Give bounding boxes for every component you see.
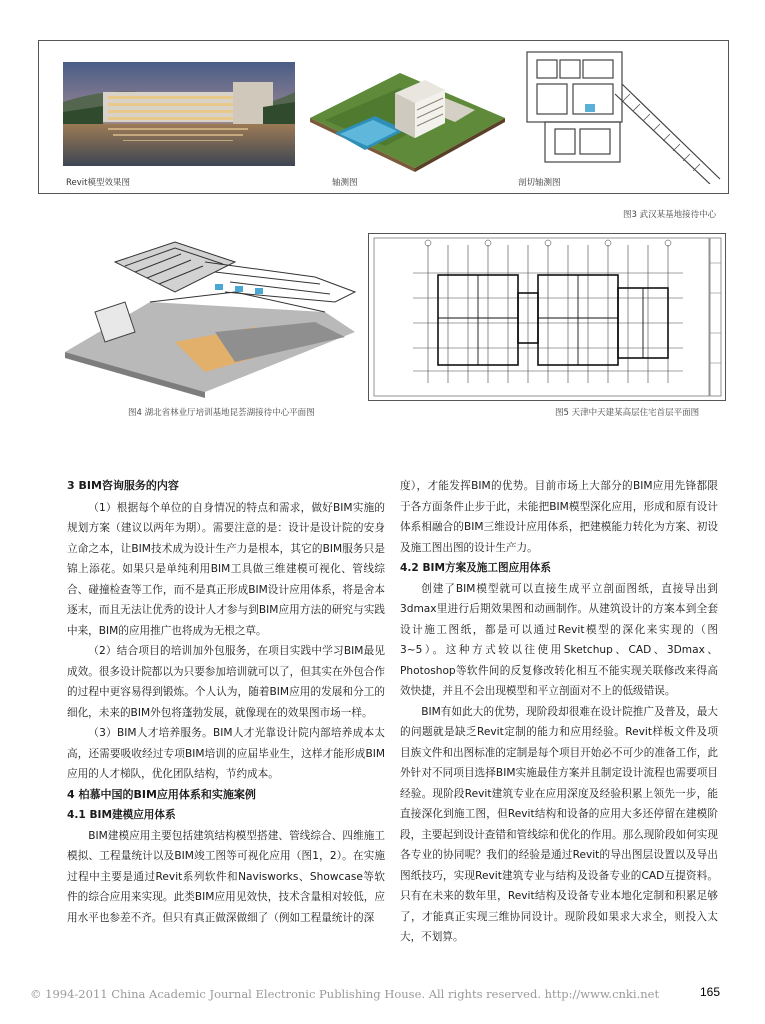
paragraph: BIM建模应用主要包括建筑结构模型搭建、管线综合、四维施工模拟、工程量统计以及BIM竣工图等可视化应用（图1，2）。在实施过程中主要是通过Revit系列软件和Navisworks、Showcase等软件的综合应用来实现。此类BIM应用见效快，技术含量相对较低，应用水平也参差不齐。但只有真正做深做细了（例如工程量统计的深	[67, 829, 385, 924]
paragraph: （3）BIM人才培养服务。BIM人才光靠设计院内部培养成本太高，还需要吸收经过专项BIM培训的应届毕业生，这样才能形成BIM应用的人才梯队，优化团队结构，节约成本。	[67, 727, 385, 780]
figure-5-image	[368, 233, 726, 401]
left-column	[67, 476, 385, 928]
section-4-heading: 4 柏慕中国的BIM应用体系和实施案例	[67, 787, 256, 801]
figure-3-subcaption-rendering: Revit模型效果图	[66, 178, 130, 188]
paragraph: 度），才能发挥BIM的优势。目前市场上大部分的BIM应用先锋都限于各方面条件止步于此，未能把BIM模型深化应用，形成和原有设计体系相融合的BIM三维设计应用体系，把建模能力转化为方案、初设及施工图出图的设计生产力。	[400, 480, 718, 554]
copyright-footer: © 1994-2011 China Academic Journal Electronic Publishing House. All rights reserved. http://www.cnki.net	[30, 987, 660, 1001]
figure-5-caption: 图5 天津中天建某高层住宅首层平面图	[555, 408, 700, 418]
section-4-2-heading: 4.2 BIM方案及施工图应用体系	[400, 562, 551, 574]
right-column	[400, 476, 718, 948]
paragraph: （1）根据每个单位的自身情况的特点和需求，做好BIM实施的规划方案（建议以两年为期）。需要注意的是：设计是设计院的安身立命之本，让BIM技术成为设计生产力是根本，其它的BIM服务只是锦上添花。如果只是单纯利用BIM工具做三维建模可视化、管线综合、碰撞检查等工作，而不是真正形成BIM设计应用体系，将是舍本逐末，而且无法让优秀的设计人才参与到BIM应用方法的研究与实践中来，BIM的应用推广也将成为无根之草。	[67, 501, 385, 637]
figure-3-subcaption-section: 剖切轴测图	[518, 178, 561, 188]
paragraph: BIM有如此大的优势，现阶段却很难在设计院推广及普及，最大的问题就是缺乏Revit定制的能力和应用经验。Revit样板文件及项目族文件和出图标准的定制是每个项目开始必不可少的准备工作，此外针对不同项目选择BIM实施最佳方案并且制定设计流程也需要项目经验。现阶段Revit建筑专业在应用深度及经验积累上领先一步，能直接深化到施工图，但Revit结构和设备的应用大多还停留在建模阶段，主要起到设计查错和管线综和优化的作用。那么现阶段如何实现各专业的协同呢？我们的经验是通过Revit的导出图层设置以及导出图纸技巧，实现Revit建筑专业与结构及设备专业的CAD互提资料。只有在未来的数年里，Revit结构及设备专业本地化定制和积累足够了，才能真正实现三维协同设计。现阶段如果求大求全，则投入太大，不划算。	[400, 705, 718, 943]
paragraph: 创建了BIM模型就可以直接生成平立剖面图纸，直接导出到3dmax里进行后期效果图和动画制作。从建筑设计的方案本到全套设计施工图纸，都是可以通过Revit模型的深化来实现的（图3~5）。这种方式较以往使用Sketchup、CAD、3Dmax、Photoshop等软件间的反复修改转化相互不能实现关联修改来得高效快捷，并且不会出现模型和平立剖面对不上的低级错误。	[400, 582, 718, 697]
figure-3-axonometric-image	[305, 48, 510, 173]
section-4-1-heading: 4.1 BIM建模应用体系	[67, 809, 176, 821]
figure-3-rendering-image	[63, 62, 295, 166]
figure-3-caption: 图3 武汉某基地接待中心	[623, 210, 717, 220]
figure-4-image	[55, 232, 365, 402]
figure-3-subcaption-axonometric: 轴测图	[332, 178, 358, 188]
figure-3-section-plan-image	[515, 44, 725, 184]
figure-4-caption: 图4 湖北省林业厅培训基地昆荟湖接待中心平面图	[128, 408, 315, 418]
page-number: 165	[700, 985, 721, 999]
section-3-heading: 3 BIM咨询服务的内容	[67, 479, 179, 492]
paragraph: （2）结合项目的培训加外包服务，在项目实践中学习BIM最见成效。很多设计院都以为只要参加培训就可以了，但其实在外包合作的过程中更容易得到锻炼。个人认为，随着BIM应用的发展和分工的细化，未来的BIM外包将蓬勃发展，就像现在的效果图市场一样。	[67, 645, 385, 719]
